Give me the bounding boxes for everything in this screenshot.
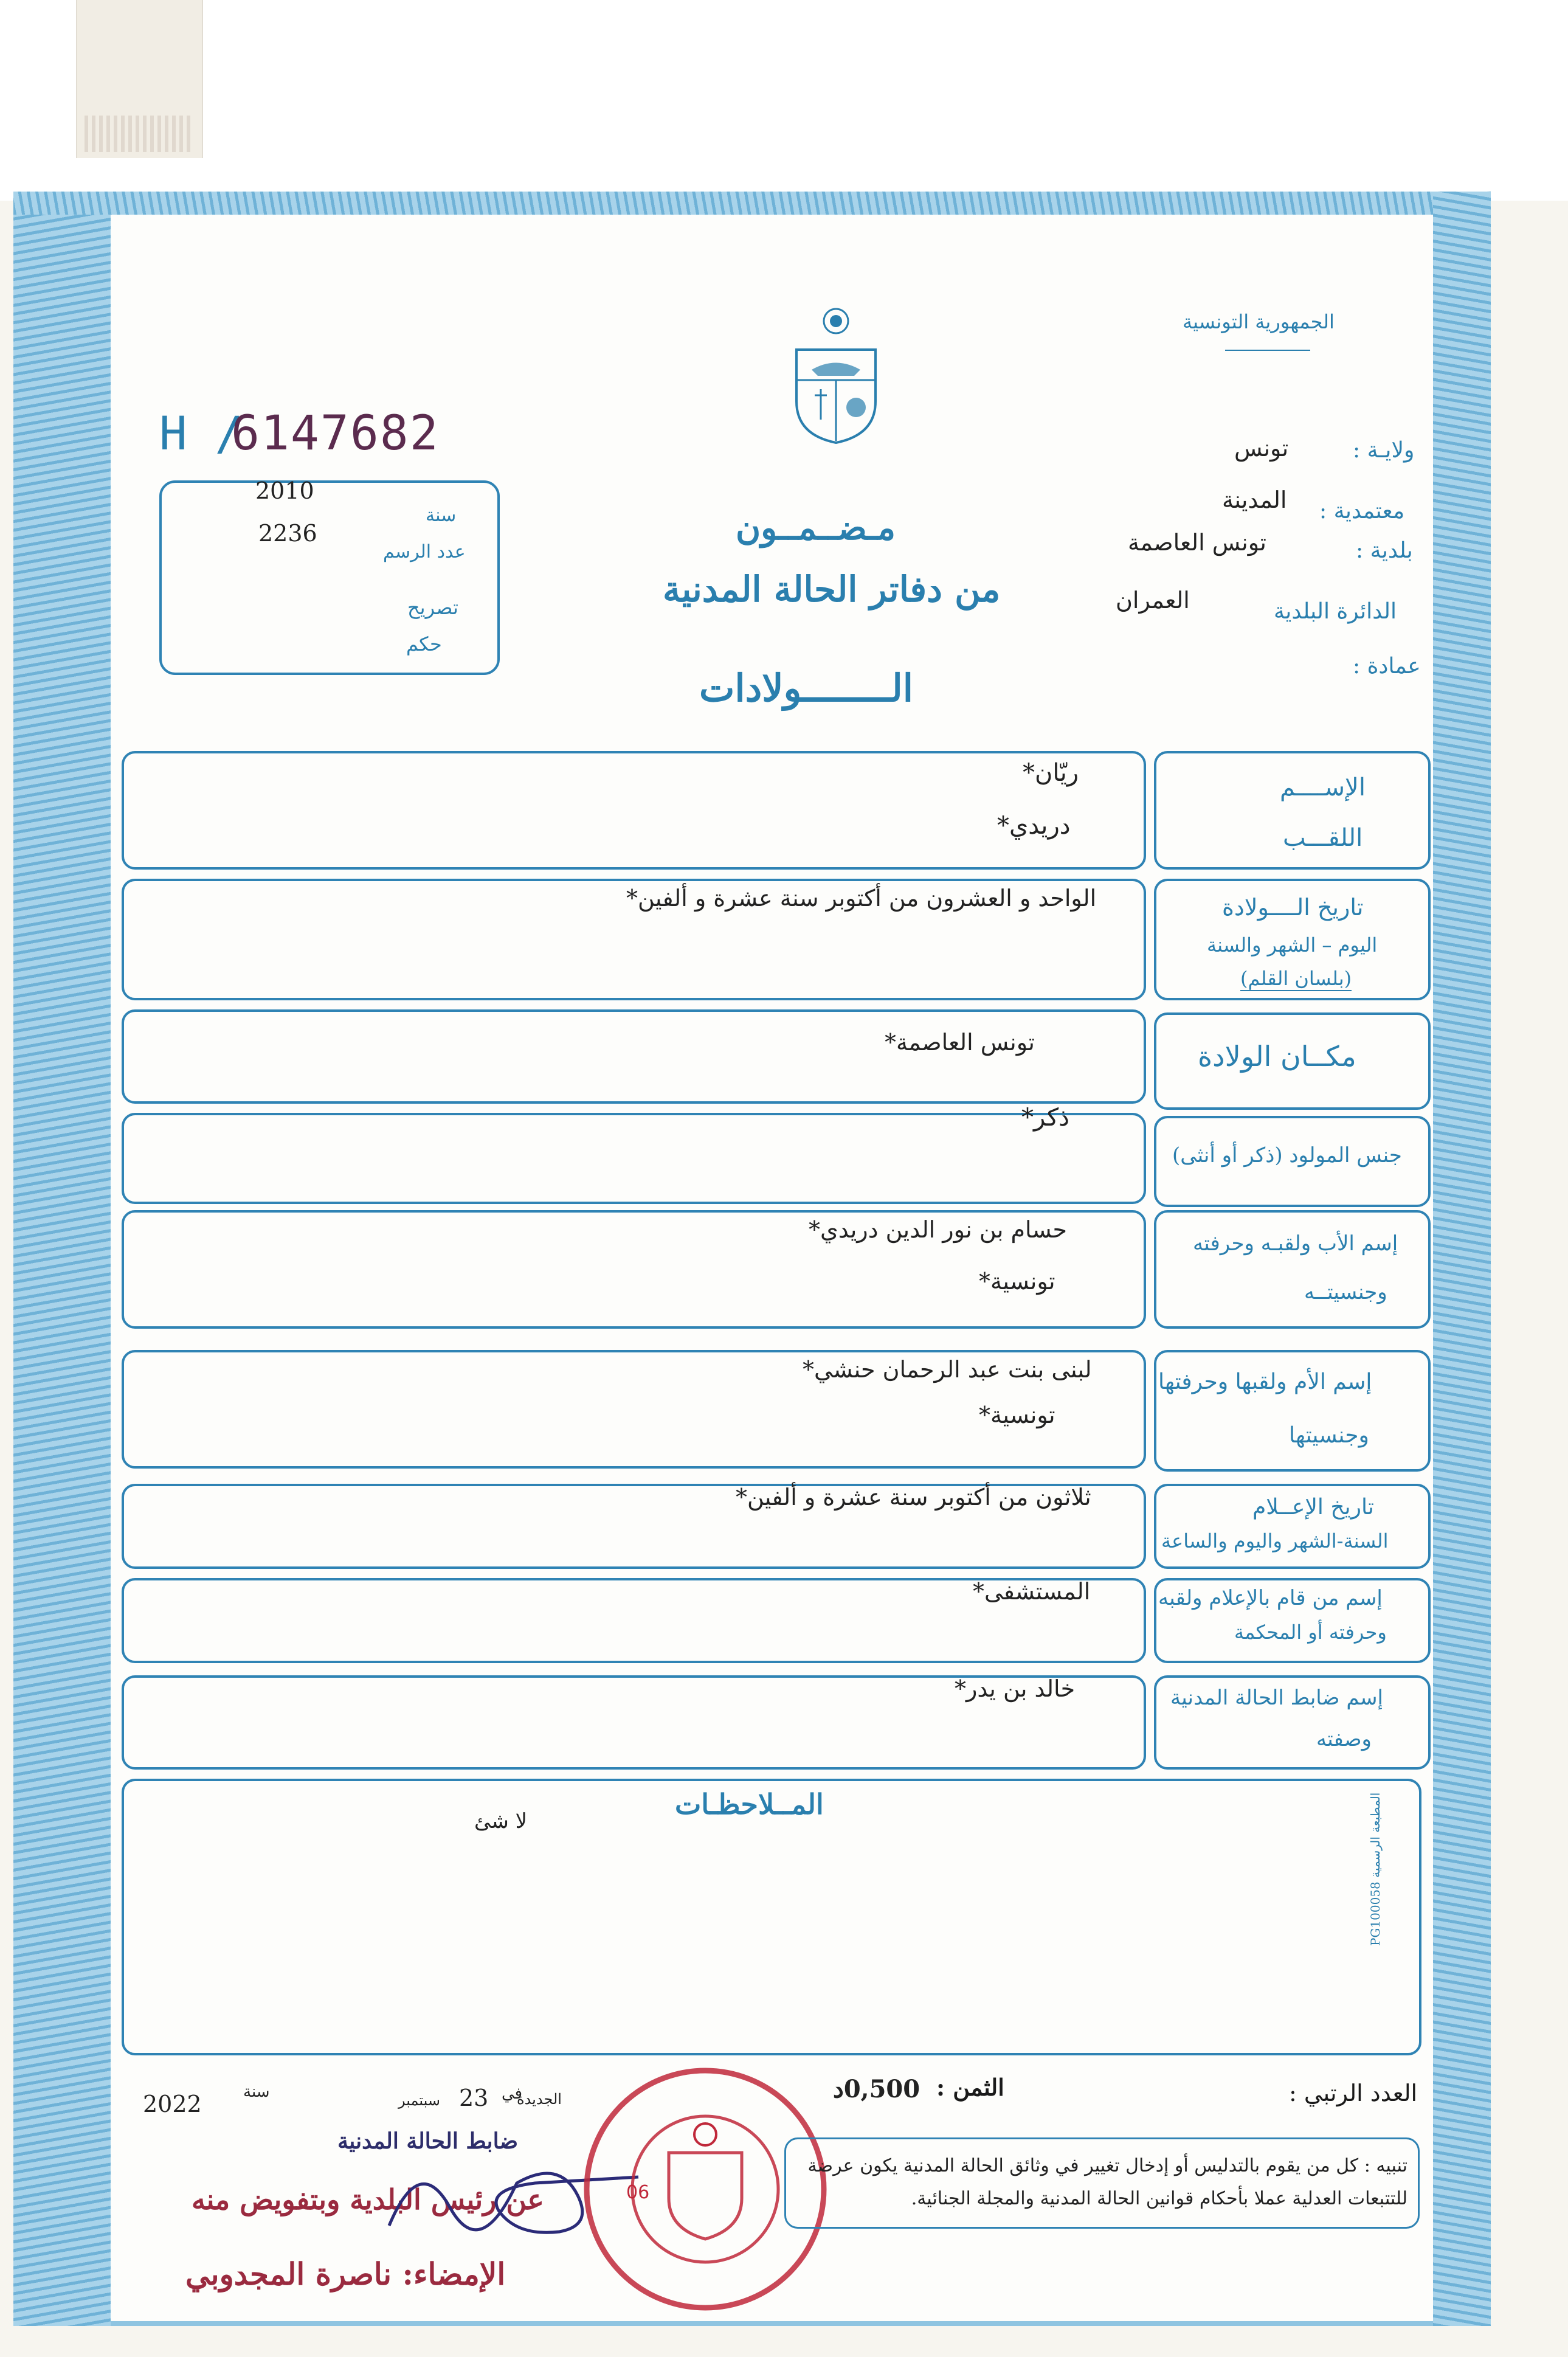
father-label: إسم الأب ولقبـه وحرفته <box>1193 1231 1398 1256</box>
imada-label: عمادة : <box>1353 654 1421 679</box>
price-label: الثمن : <box>936 2074 1004 2101</box>
name-value-box <box>122 751 1146 870</box>
mother-value: لبنى بنت عبد الرحمان حنشي* <box>803 1356 1092 1383</box>
birth-date-value: الواحد و العشرون من أكتوبر سنة عشرة و ألفين* <box>626 885 1097 912</box>
wilaya-value: تونس <box>1234 435 1289 462</box>
issue-year-label: سنة <box>243 2083 270 2101</box>
birth-date-label: تاريخ الــــولادة <box>1222 894 1364 921</box>
mother-nationality-label: وجنسيتها <box>1289 1423 1369 1448</box>
officer-value: خالد بن يدر* <box>955 1675 1076 1702</box>
municipal-district-value: العمران <box>1116 587 1190 614</box>
signatory-line: الإمضاء: ناصرة المجدوبي <box>185 2256 506 2292</box>
judgment-label: حكم <box>406 632 442 656</box>
mayor-delegation-line: عن رئيس البلدية وبتفويض منه <box>192 2183 544 2216</box>
declarant-occupation-label: وحرفته أو المحكمة <box>1234 1621 1387 1644</box>
wilaya-label: ولايـة : <box>1353 438 1415 463</box>
mother-label-box <box>1154 1350 1431 1472</box>
record-number-label: عدد الرسم <box>383 541 466 562</box>
title-summary: مـضــمــون <box>736 508 896 548</box>
declaration-date-value: ثلاثون من أكتوبر سنة عشرة و ألفين* <box>736 1484 1091 1511</box>
sex-value-box <box>122 1113 1146 1204</box>
father-value: حسام بن نور الدين دريدي* <box>809 1216 1067 1243</box>
delegation-value: المدينة <box>1222 486 1287 513</box>
surname-value: دريدي* <box>997 812 1071 840</box>
legal-notice: تنبيه : كل من يقوم بالتدليس أو إدخال تغيير في وثائق الحالة المدنية يكون عرضة للتتبعات العدلية عملا بأحكام قوانين الحالة المدنية والمجلة الجنائية. <box>807 2155 1407 2209</box>
official-printer-mark: المطبعة الرسمية PG100058 <box>1368 1792 1383 1946</box>
issue-day: 23 <box>459 2085 489 2111</box>
republic-underline <box>1225 350 1310 351</box>
declaration-label: تصريح <box>407 596 458 619</box>
serial-prefix: H / <box>159 406 243 460</box>
officer-label: إسم ضابط الحالة المدنية <box>1170 1686 1383 1710</box>
birth-date-in-words-label: (بلسان القلم) <box>1240 967 1352 990</box>
birth-place-value: تونس العاصمة* <box>885 1029 1035 1056</box>
title-civil-status-registers: من دفاتر الحالة المدنية <box>663 569 1001 610</box>
tunisia-coat-of-arms-icon <box>790 304 882 444</box>
municipal-district-label: الدائرة البلدية <box>1274 599 1397 624</box>
father-nationality-label: وجنسيتــه <box>1304 1280 1387 1304</box>
remarks-value: لا شئ <box>474 1809 528 1833</box>
year-value: 2010 <box>255 477 314 504</box>
officer-title-label: وصفته <box>1316 1727 1372 1751</box>
issue-place: الجديدة <box>517 2091 562 2108</box>
scan-background <box>0 0 1568 201</box>
officer-signature-title: ضابط الحالة المدنية <box>337 2128 519 2154</box>
issue-year-value: 2022 <box>143 2091 202 2117</box>
municipality-value: تونس العاصمة <box>1128 529 1266 556</box>
issue-on-label: في <box>502 2085 523 2103</box>
father-nationality-value: تونسية* <box>979 1268 1055 1295</box>
year-label: سنة <box>426 505 457 526</box>
delegation-label: معتمدية : <box>1319 499 1405 524</box>
mother-nationality-value: تونسية* <box>979 1402 1055 1428</box>
declarant-value: المستشفى* <box>973 1578 1091 1605</box>
decorative-border <box>13 192 1491 215</box>
issue-month: سبتمبر <box>398 2092 440 2109</box>
first-name-label: الإســــم <box>1280 774 1366 801</box>
declaration-date-sublabel: السنة-الشهر واليوم والساعة <box>1161 1529 1389 1552</box>
surname-label: اللقـــب <box>1283 824 1363 852</box>
birth-date-sublabel: اليوم – الشهر والسنة <box>1207 933 1378 957</box>
declarant-label: إسم من قام بالإعلام ولقبه <box>1158 1586 1383 1610</box>
declaration-date-label: تاريخ الإعــلام <box>1252 1495 1374 1520</box>
serial-number: 6147682 <box>231 406 440 461</box>
sex-label: جنس المولود (ذكر أو أنثى) <box>1172 1143 1402 1168</box>
remarks-label: المــلاحظـات <box>675 1788 824 1821</box>
first-name-value: ريّان* <box>1023 759 1079 787</box>
record-number-value: 2236 <box>258 520 317 547</box>
municipality-label: بلدية : <box>1356 538 1413 563</box>
serial-order-label: العدد الرتبي : <box>1289 2080 1418 2106</box>
paper-tab <box>76 0 203 158</box>
father-label-box <box>1154 1210 1431 1329</box>
sex-value: ذكر* <box>1021 1104 1069 1132</box>
price-value: 0,500د <box>833 2075 920 2103</box>
title-births: الــــــــولادات <box>699 666 914 710</box>
mother-label: إسم الأم ولقبها وحرفتها <box>1158 1369 1372 1394</box>
republic-title: الجمهورية التونسية <box>1183 310 1335 333</box>
birth-place-value-box <box>122 1009 1146 1104</box>
svg-text:06: 06 <box>626 2182 650 2203</box>
birth-place-label: مكــان الولادة <box>1198 1040 1356 1073</box>
